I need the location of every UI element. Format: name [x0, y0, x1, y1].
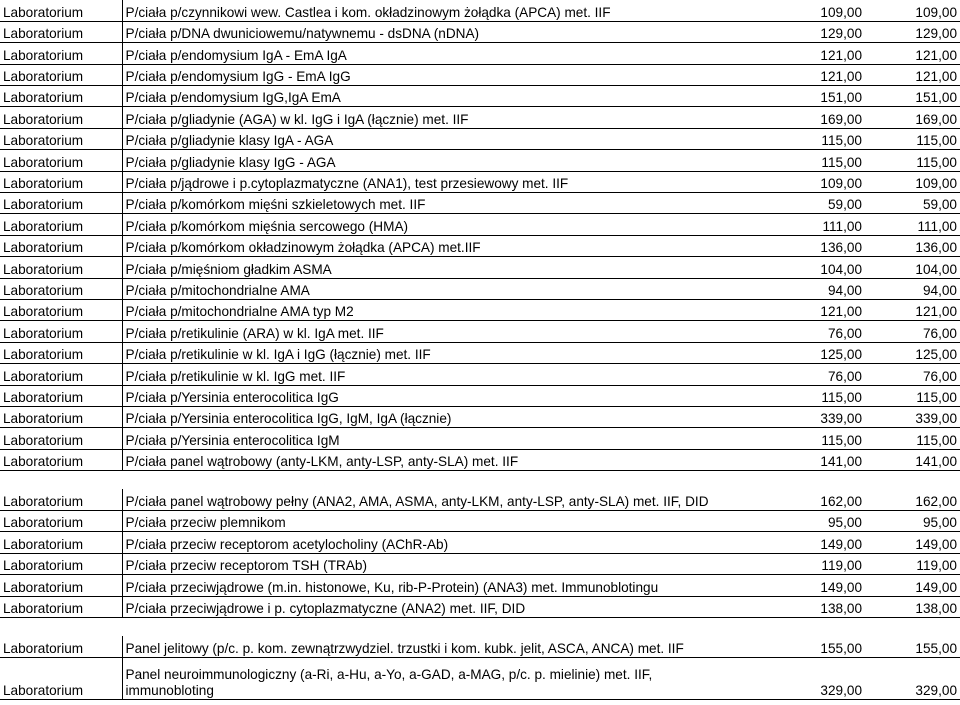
lab-cell: Laboratorium: [0, 575, 122, 596]
desc-cell: P/ciała przeciw receptorom acetylocholiny (AChR-Ab): [122, 532, 770, 553]
price-cell-2: 115,00: [865, 128, 960, 149]
price-cell-2: 162,00: [865, 489, 960, 510]
lab-cell: Laboratorium: [0, 278, 122, 299]
table-row: [0, 532, 960, 553]
price-cell-2: 149,00: [865, 575, 960, 596]
desc-line-2: immunobloting: [125, 682, 214, 698]
price-cell-2: 339,00: [865, 406, 960, 427]
desc-cell: P/ciała p/gliadynie klasy IgA - AGA: [122, 128, 770, 149]
price-cell-1: 109,00: [770, 0, 865, 21]
lab-cell: Laboratorium: [0, 171, 122, 192]
desc-cell: P/ciała p/endomysium IgG - EmA IgG: [122, 64, 770, 85]
lab-cell: Laboratorium: [0, 342, 122, 363]
price-table-3: [0, 636, 960, 700]
desc-cell: P/ciała p/komórkom mięśnia sercowego (HMA): [122, 214, 770, 235]
desc-cell: Panel jelitowy (p/c. p. kom. zewnątrzwydziel. trzustki i kom. kubk. jelit, ASCA, ANCA) met. IIF: [122, 636, 770, 657]
price-table-body-3: [0, 636, 960, 657]
desc-cell: P/ciała p/Yersinia enterocolitica IgG, IgM, IgA (łącznie): [122, 406, 770, 427]
lab-cell: Laboratorium: [0, 449, 122, 470]
desc-cell: P/ciała przeciwjądrowe i p. cytoplazmatyczne (ANA2) met. IIF, DID: [122, 596, 770, 617]
table-row: [0, 43, 960, 64]
price-cell-1: 76,00: [770, 321, 865, 342]
table-row: [0, 0, 960, 21]
row-spacer: [0, 471, 960, 489]
table-row: [0, 385, 960, 406]
price-cell-2: 121,00: [865, 64, 960, 85]
price-cell-2: 136,00: [865, 235, 960, 256]
desc-cell: P/ciała p/Yersinia enterocolitica IgG: [122, 385, 770, 406]
desc-cell: P/ciała p/Yersinia enterocolitica IgM: [122, 428, 770, 449]
table-row: [0, 64, 960, 85]
lab-cell: Laboratorium: [0, 385, 122, 406]
table-row: [0, 657, 960, 699]
table-row: [0, 257, 960, 278]
price-cell-1: 121,00: [770, 299, 865, 320]
table-row: [0, 86, 960, 107]
desc-cell: P/ciała p/DNA dwuniciowemu/natywnemu - dsDNA (nDNA): [122, 21, 770, 42]
price-cell-1: 149,00: [770, 575, 865, 596]
desc-cell: P/ciała p/mitochondrialne AMA typ M2: [122, 299, 770, 320]
lab-cell: Laboratorium: [0, 321, 122, 342]
lab-cell: Laboratorium: [0, 64, 122, 85]
price-cell-2: 76,00: [865, 364, 960, 385]
table-row: [0, 575, 960, 596]
price-cell-2: 119,00: [865, 553, 960, 574]
lab-cell: Laboratorium: [0, 128, 122, 149]
lab-cell: Laboratorium: [0, 193, 122, 214]
lab-cell: Laboratorium: [0, 657, 122, 699]
price-cell-2: 109,00: [865, 171, 960, 192]
lab-cell: Laboratorium: [0, 489, 122, 510]
price-cell-2: 155,00: [865, 636, 960, 657]
price-cell-1: 115,00: [770, 150, 865, 171]
price-cell-2: 59,00: [865, 193, 960, 214]
price-cell-2: 95,00: [865, 510, 960, 531]
lab-cell: Laboratorium: [0, 510, 122, 531]
desc-cell: P/ciała przeciw plemnikom: [122, 510, 770, 531]
price-cell-1: 121,00: [770, 64, 865, 85]
desc-cell: P/ciała p/mięśniom gładkim ASMA: [122, 257, 770, 278]
price-cell-1: 339,00: [770, 406, 865, 427]
desc-cell: P/ciała p/komórkom mięśni szkieletowych met. IIF: [122, 193, 770, 214]
price-cell-2: 141,00: [865, 449, 960, 470]
price-cell-2: 111,00: [865, 214, 960, 235]
table-row: [0, 193, 960, 214]
table-row: [0, 489, 960, 510]
price-cell-1: 119,00: [770, 553, 865, 574]
table-row: [0, 428, 960, 449]
table-row: [0, 553, 960, 574]
table-row: [0, 150, 960, 171]
lab-cell: Laboratorium: [0, 43, 122, 64]
table-row: [0, 107, 960, 128]
price-cell-2: 94,00: [865, 278, 960, 299]
desc-cell: P/ciała p/czynnikowi wew. Castlea i kom. okładzinowym żołądka (APCA) met. IIF: [122, 0, 770, 21]
desc-cell: [122, 657, 770, 699]
price-cell-1: 155,00: [770, 636, 865, 657]
price-cell-2: 149,00: [865, 532, 960, 553]
desc-cell: P/ciała przeciw receptorom TSH (TRAb): [122, 553, 770, 574]
price-cell-1: 115,00: [770, 385, 865, 406]
desc-cell: P/ciała p/retikulinie w kl. IgG met. IIF: [122, 364, 770, 385]
price-cell-1: 129,00: [770, 21, 865, 42]
table-row: [0, 235, 960, 256]
price-cell-1: 115,00: [770, 428, 865, 449]
lab-cell: Laboratorium: [0, 636, 122, 657]
table-row: [0, 596, 960, 617]
lab-cell: Laboratorium: [0, 107, 122, 128]
price-cell-1: 121,00: [770, 43, 865, 64]
desc-cell: P/ciała p/gliadynie (AGA) w kl. IgG i IgA (łącznie) met. IIF: [122, 107, 770, 128]
table-row: [0, 449, 960, 470]
table-row: [0, 299, 960, 320]
lab-cell: Laboratorium: [0, 214, 122, 235]
table-row: [0, 321, 960, 342]
price-cell-1: 111,00: [770, 214, 865, 235]
price-table-body-2: [0, 489, 960, 617]
price-cell-1: 59,00: [770, 193, 865, 214]
table-row: [0, 510, 960, 531]
price-cell-2: 138,00: [865, 596, 960, 617]
desc-cell: P/ciała p/gliadynie klasy IgG - AGA: [122, 150, 770, 171]
price-cell-1: 104,00: [770, 257, 865, 278]
desc-cell: P/ciała p/endomysium IgG,IgA EmA: [122, 86, 770, 107]
lab-cell: Laboratorium: [0, 596, 122, 617]
desc-cell: P/ciała p/jądrowe i p.cytoplazmatyczne (ANA1), test przesiewowy met. IIF: [122, 171, 770, 192]
desc-cell: P/ciała p/endomysium IgA - EmA IgA: [122, 43, 770, 64]
price-cell-2: 115,00: [865, 385, 960, 406]
desc-cell: P/ciała p/mitochondrialne AMA: [122, 278, 770, 299]
price-cell-1: 138,00: [770, 596, 865, 617]
desc-cell: P/ciała panel wątrobowy pełny (ANA2, AMA, ASMA, anty-LKM, anty-LSP, anty-SLA) met. IIF, DID: [122, 489, 770, 510]
desc-cell: P/ciała p/retikulinie w kl. IgA i IgG (łącznie) met. IIF: [122, 342, 770, 363]
price-cell-1: 115,00: [770, 128, 865, 149]
lab-cell: Laboratorium: [0, 257, 122, 278]
table-row: [0, 128, 960, 149]
price-cell-2: 151,00: [865, 86, 960, 107]
lab-cell: Laboratorium: [0, 406, 122, 427]
price-table-2: [0, 489, 960, 618]
table-row: [0, 171, 960, 192]
lab-cell: Laboratorium: [0, 532, 122, 553]
table-row: [0, 21, 960, 42]
lab-cell: Laboratorium: [0, 86, 122, 107]
desc-cell: P/ciała p/retikulinie (ARA) w kl. IgA met. IIF: [122, 321, 770, 342]
price-cell-2: 329,00: [865, 657, 960, 699]
price-cell-1: 94,00: [770, 278, 865, 299]
table-row: [0, 342, 960, 363]
desc-line-1: Panel neuroimmunologiczny (a-Ri, a-Hu, a-Yo, a-GAD, a-MAG, p/c. p. mielinie) met. IIF,: [125, 666, 653, 682]
price-cell-1: 125,00: [770, 342, 865, 363]
price-cell-2: 115,00: [865, 428, 960, 449]
desc-cell: P/ciała panel wątrobowy (anty-LKM, anty-LSP, anty-SLA) met. IIF: [122, 449, 770, 470]
lab-cell: Laboratorium: [0, 150, 122, 171]
row-spacer: [0, 618, 960, 636]
price-table-body-4: [0, 657, 960, 699]
price-cell-2: 121,00: [865, 43, 960, 64]
price-cell-1: 149,00: [770, 532, 865, 553]
desc-cell: P/ciała p/komórkom okładzinowym żołądka (APCA) met.IIF: [122, 235, 770, 256]
price-cell-1: 151,00: [770, 86, 865, 107]
price-cell-1: 162,00: [770, 489, 865, 510]
price-cell-1: 109,00: [770, 171, 865, 192]
price-cell-2: 115,00: [865, 150, 960, 171]
lab-cell: Laboratorium: [0, 364, 122, 385]
lab-cell: Laboratorium: [0, 553, 122, 574]
table-row: [0, 278, 960, 299]
table-row: [0, 406, 960, 427]
price-cell-1: 136,00: [770, 235, 865, 256]
desc-cell: P/ciała przeciwjądrowe (m.in. histonowe, Ku, rib-P-Protein) (ANA3) met. Immunoblotingu: [122, 575, 770, 596]
price-cell-2: 109,00: [865, 0, 960, 21]
lab-cell: Laboratorium: [0, 235, 122, 256]
price-cell-2: 76,00: [865, 321, 960, 342]
price-cell-1: 141,00: [770, 449, 865, 470]
price-cell-1: 169,00: [770, 107, 865, 128]
price-cell-2: 104,00: [865, 257, 960, 278]
lab-cell: Laboratorium: [0, 428, 122, 449]
table-row: [0, 214, 960, 235]
price-cell-1: 95,00: [770, 510, 865, 531]
price-cell-1: 329,00: [770, 657, 865, 699]
table-row: [0, 364, 960, 385]
price-cell-1: 76,00: [770, 364, 865, 385]
price-cell-2: 121,00: [865, 299, 960, 320]
table-row: [0, 636, 960, 657]
price-cell-2: 169,00: [865, 107, 960, 128]
lab-cell: Laboratorium: [0, 21, 122, 42]
lab-cell: Laboratorium: [0, 299, 122, 320]
price-cell-2: 125,00: [865, 342, 960, 363]
lab-cell: Laboratorium: [0, 0, 122, 21]
price-cell-2: 129,00: [865, 21, 960, 42]
